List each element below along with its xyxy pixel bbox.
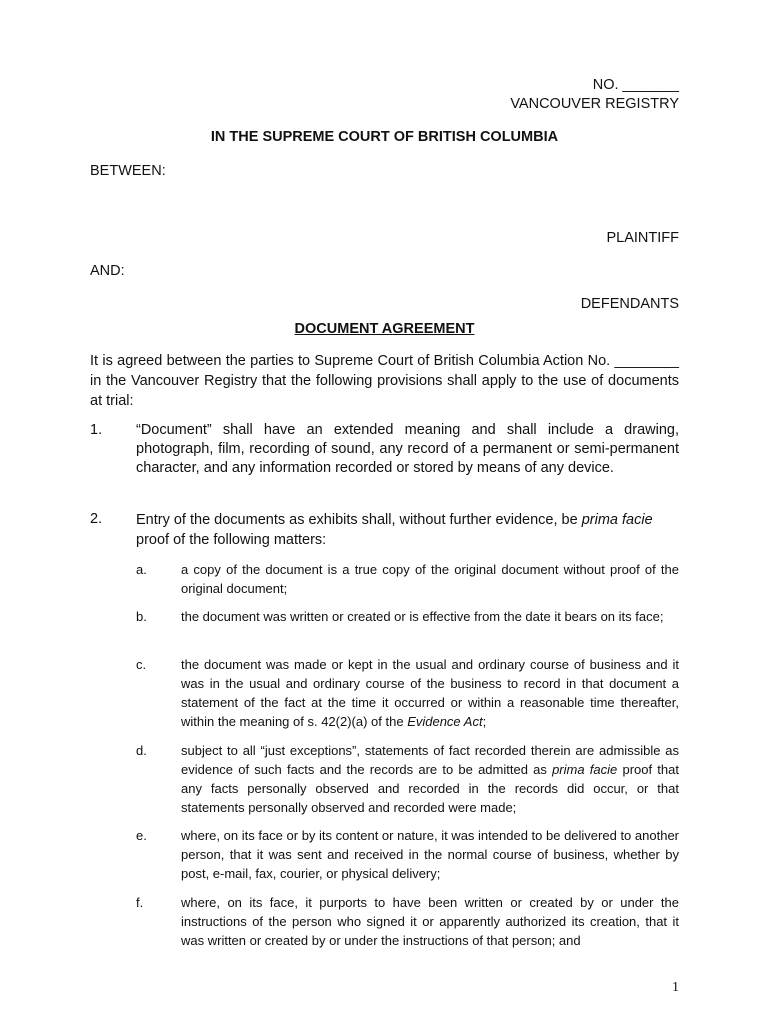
item-text-part: Entry of the documents as exhibits shall, without further evidence, be (136, 512, 582, 528)
item-text (136, 510, 679, 550)
document-title: DOCUMENT AGREEMENT (294, 321, 475, 337)
subitem-text: where, on its face, it purports to have been written or created by or under the instructions of the person who signed it or apparently authorized its creation, that it was written or created by or under the instructions of that person; and (181, 895, 679, 948)
subitem-text: where, on its face or by its content or nature, it was intended to be delivered to another person, that it was sent and received in the normal course of business, whether by post, e-mail, fax, courier, or physical delivery; (181, 828, 679, 881)
subitem-text-part: subject to all “just exceptions”, statements of fact recorded therein are admissible as evidence of such facts and the records are to be admitted as (181, 743, 679, 777)
subitem-letter: f. (136, 895, 144, 910)
item-text: “Document” shall have an extended meaning and shall include a drawing, photograph, film, recording of sound, any record of a permanent or semi-permanent character, and any information recorded or stored by means of any device. (136, 422, 679, 476)
between-label: BETWEEN: (90, 163, 166, 179)
item-text-part: proof of the following matters: (136, 532, 327, 548)
subitem-text (181, 655, 679, 731)
item-text-emphasis: prima facie (581, 512, 653, 528)
plaintiff-label: PLAINTIFF (606, 230, 679, 246)
registry-label: VANCOUVER REGISTRY (510, 96, 679, 112)
file-number: NO. _______ (592, 77, 679, 93)
intro-paragraph: It is agreed between the parties to Supreme Court of British Columbia Action No. ________ in the Vancouver Registry that the following provisions shall apply to the use of documents at trial: (90, 353, 679, 409)
subitem-text-part: the document was made or kept in the usual and ordinary course of business and it was in the usual and ordinary course of the business to record in that document a statement of the fact at the time it occurred or within a reasonable time thereafter, within the meaning of s. 42(2)(a) of the (181, 657, 679, 729)
subitem-text-emphasis: prima facie (552, 762, 618, 777)
subitem-text (181, 741, 679, 817)
subitem-letter: e. (136, 828, 147, 843)
page-number: 1 (672, 980, 679, 995)
subitem-text-part: ; (482, 714, 487, 729)
item-number: 1. (90, 422, 103, 438)
subitem-letter: d. (136, 743, 147, 758)
court-heading: IN THE SUPREME COURT OF BRITISH COLUMBIA (210, 129, 559, 145)
and-label: AND: (90, 263, 125, 279)
subitem-text-part: proof that any facts personally observed and recorded in the records did occur, or that statements personally observed and recorded were made; (181, 762, 679, 815)
item-number: 2. (90, 511, 103, 527)
subitem-letter: c. (136, 657, 147, 672)
subitem-text: the document was written or created or is effective from the date it bears on its face; (181, 609, 664, 624)
subitem-text: a copy of the document is a true copy of the original document without proof of the original document; (181, 562, 679, 596)
subitem-letter: a. (136, 562, 147, 577)
subitem-text-emphasis: Evidence Act (407, 714, 483, 729)
defendants-label: DEFENDANTS (580, 296, 679, 312)
subitem-letter: b. (136, 609, 147, 624)
